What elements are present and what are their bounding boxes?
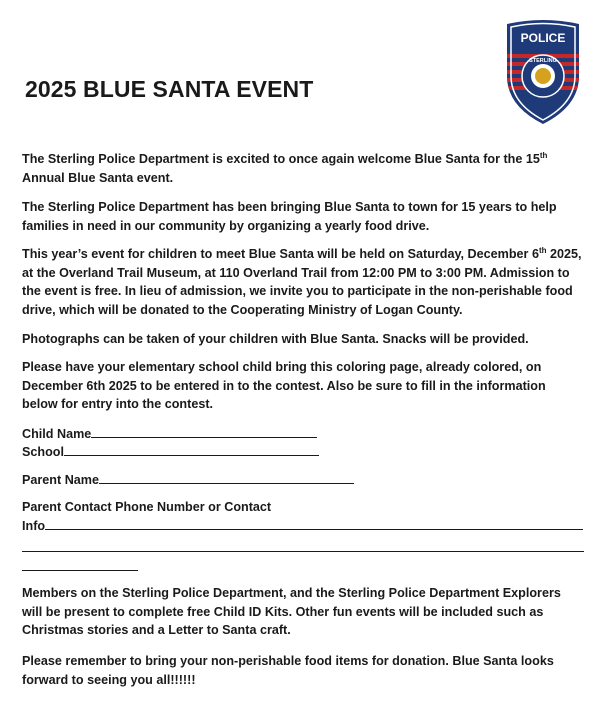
badge-top-text: POLICE [520, 31, 566, 45]
school-label: School [22, 445, 64, 459]
intro-paragraph: The Sterling Police Department is excited to once again welcome Blue Santa for the 15th Annual Blue Santa event. [22, 150, 548, 185]
badge-city-text: STERLING [529, 58, 557, 64]
contact-label-line1: Parent Contact Phone Number or Contact [22, 500, 272, 514]
contact-info-field[interactable] [22, 516, 583, 535]
coloring-contest-paragraph: Please have your elementary school child bring this coloring page, already colored, on December 6th 2025 to be entered in to the contest. Also be sure to fill in the information below for entry into the contest. [22, 360, 546, 411]
event-details-paragraph: This year’s event for children to meet Blue Santa will be held on Saturday, December 6th 2025, at the Overland Trail Museum, at 110 Overland Trail from 12:00 PM to 3:00 PM. Admission to the event is free. In lieu of admission, we invite you to participate in the non-perishable food drive, which will be donated to the Cooperating Ministry of Logan County. [22, 245, 582, 317]
school-field[interactable] [22, 442, 319, 461]
contact-info-line-3[interactable] [22, 570, 138, 571]
contact-info-line-2[interactable] [22, 551, 584, 552]
child-name-line[interactable] [91, 424, 317, 438]
reminder-paragraph: Please remember to bring your non-perishable food items for donation. Blue Santa looks forward to seeing you all!!!!!! [22, 654, 554, 687]
photographs-paragraph: Photographs can be taken of your children with Blue Santa. Snacks will be provided. [22, 332, 529, 346]
history-paragraph: The Sterling Police Department has been bringing Blue Santa to town for 15 years to help families in need in our community by organizing a yearly food drive. [22, 200, 557, 233]
parent-name-label: Parent Name [22, 473, 99, 487]
parent-name-field[interactable] [22, 470, 354, 489]
child-name-field[interactable] [22, 424, 317, 443]
contact-info-line[interactable] [45, 516, 583, 530]
contact-info-label: Info [22, 519, 46, 533]
police-badge-icon [503, 18, 583, 126]
child-name-label: Child Name [22, 427, 92, 441]
parent-name-line[interactable] [99, 470, 354, 484]
school-line[interactable] [64, 442, 319, 456]
page-title: 2025 BLUE SANTA EVENT [25, 76, 314, 102]
members-paragraph: Members on the Sterling Police Department, and the Sterling Police Department Explorers will be present to complete free Child ID Kits. Other fun events will be included such as Christmas stories and a Letter to Santa craft. [22, 586, 561, 637]
police-badge-graphic [503, 18, 583, 126]
